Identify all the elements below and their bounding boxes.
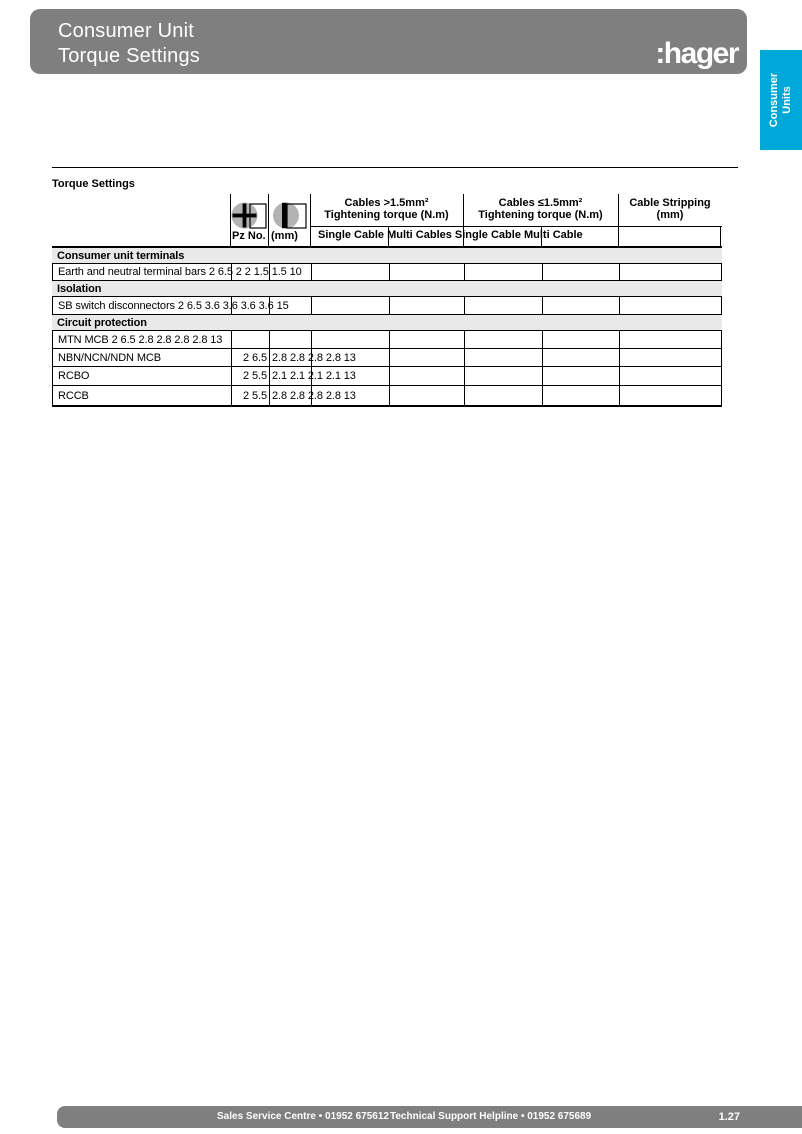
grid-line <box>619 297 620 314</box>
row-label: MTN MCB 2 6.5 2.8 2.8 2.8 2.8 13 <box>58 333 223 346</box>
grid-line <box>389 349 390 366</box>
section-row <box>52 248 722 264</box>
grid-line <box>619 331 620 348</box>
row-values-pz-mm: 2 5.5 <box>243 370 267 382</box>
footer <box>57 1106 802 1128</box>
consumer-units-tab-label: Consumer Units <box>768 72 793 128</box>
row-label: Circuit protection <box>57 316 147 329</box>
page-title-line2: Torque Settings <box>58 45 200 67</box>
grid-line <box>311 264 312 280</box>
consumer-units-tab <box>760 50 802 150</box>
row-values-pz-mm: 2 6.5 <box>243 351 267 364</box>
grid-line <box>231 349 232 366</box>
grid-line <box>389 264 390 280</box>
group-header-cables-le: Cables ≤1.5mm² Tightening torque (N.m) <box>478 197 603 221</box>
page-title-line1: Consumer Unit <box>58 20 194 42</box>
table-body <box>52 248 722 407</box>
footer-sales-text: Sales Service Centre • 01952 675612 <box>217 1111 389 1122</box>
grid-line <box>542 331 543 348</box>
subheader-row: Single Cable Multi Cables Single Cable Multi Cable <box>318 229 583 241</box>
grid-line <box>231 331 232 348</box>
grid-line <box>464 331 465 348</box>
group-header-cable-stripping: Cable Stripping (mm) <box>629 197 711 221</box>
grid-line <box>231 386 232 405</box>
page-title <box>58 19 200 69</box>
header-divider-line <box>310 226 722 227</box>
grid-line <box>464 264 465 280</box>
grid-line <box>542 367 543 385</box>
row-label: Isolation <box>57 282 102 295</box>
grid-line <box>619 386 620 405</box>
row-values-torques: 2.1 2.1 2.1 2.1 13 <box>272 370 356 382</box>
phillips-screwdriver-icon <box>230 201 270 231</box>
table-row <box>52 386 722 405</box>
grid-line <box>464 297 465 314</box>
grid-line <box>389 386 390 405</box>
grid-line <box>542 349 543 366</box>
top-rule <box>52 167 738 168</box>
section-title: Torque Settings <box>52 178 135 190</box>
pz-no-label: Pz No. <box>232 230 266 242</box>
row-label: Earth and neutral terminal bars 2 6.5 2 2 1.5 1.5 10 <box>58 266 302 278</box>
section-row <box>52 315 722 331</box>
hager-logo: :hager <box>655 37 738 70</box>
grid-line <box>269 349 270 366</box>
group-header-cables-gt: Cables >1.5mm² Tightening torque (N.m) <box>324 197 449 221</box>
page-number: 1.27 <box>718 1111 740 1123</box>
grid-line <box>311 331 312 348</box>
grid-line <box>619 367 620 385</box>
grid-line <box>389 297 390 314</box>
table-header <box>52 192 722 248</box>
footer-support-text: Technical Support Helpline • 01952 675689 <box>390 1111 592 1122</box>
grid-line <box>619 264 620 280</box>
grid-line <box>311 297 312 314</box>
grid-line <box>269 386 270 405</box>
table-row <box>52 297 722 315</box>
page-header <box>30 9 747 74</box>
row-label: Consumer unit terminals <box>57 249 185 262</box>
grid-line <box>542 297 543 314</box>
grid-line <box>464 386 465 405</box>
grid-line <box>720 226 721 246</box>
grid-line <box>231 367 232 385</box>
row-label: NBN/NCN/NDN MCB <box>58 351 162 364</box>
grid-line <box>542 386 543 405</box>
row-label: RCBO <box>58 370 90 382</box>
grid-line <box>464 349 465 366</box>
slotted-screwdriver-icon <box>271 201 309 231</box>
row-label: SB switch disconnectors 2 6.5 3.6 3.6 3.6 3.6 15 <box>58 299 289 312</box>
grid-line <box>269 331 270 348</box>
table-row <box>52 367 722 386</box>
torque-settings-table <box>52 192 722 407</box>
grid-line <box>619 349 620 366</box>
table-row <box>52 349 722 367</box>
row-values-torques: 2.8 2.8 2.8 2.8 13 <box>272 351 356 364</box>
grid-line <box>269 367 270 385</box>
row-values-pz-mm: 2 5.5 <box>243 389 267 402</box>
row-values-torques: 2.8 2.8 2.8 2.8 13 <box>272 389 356 402</box>
section-row <box>52 281 722 297</box>
table-row <box>52 331 722 349</box>
table-row <box>52 264 722 281</box>
grid-line <box>389 367 390 385</box>
mm-label: (mm) <box>271 230 298 242</box>
grid-line <box>542 264 543 280</box>
grid-line <box>464 367 465 385</box>
grid-line <box>389 331 390 348</box>
row-label: RCCB <box>58 389 89 402</box>
